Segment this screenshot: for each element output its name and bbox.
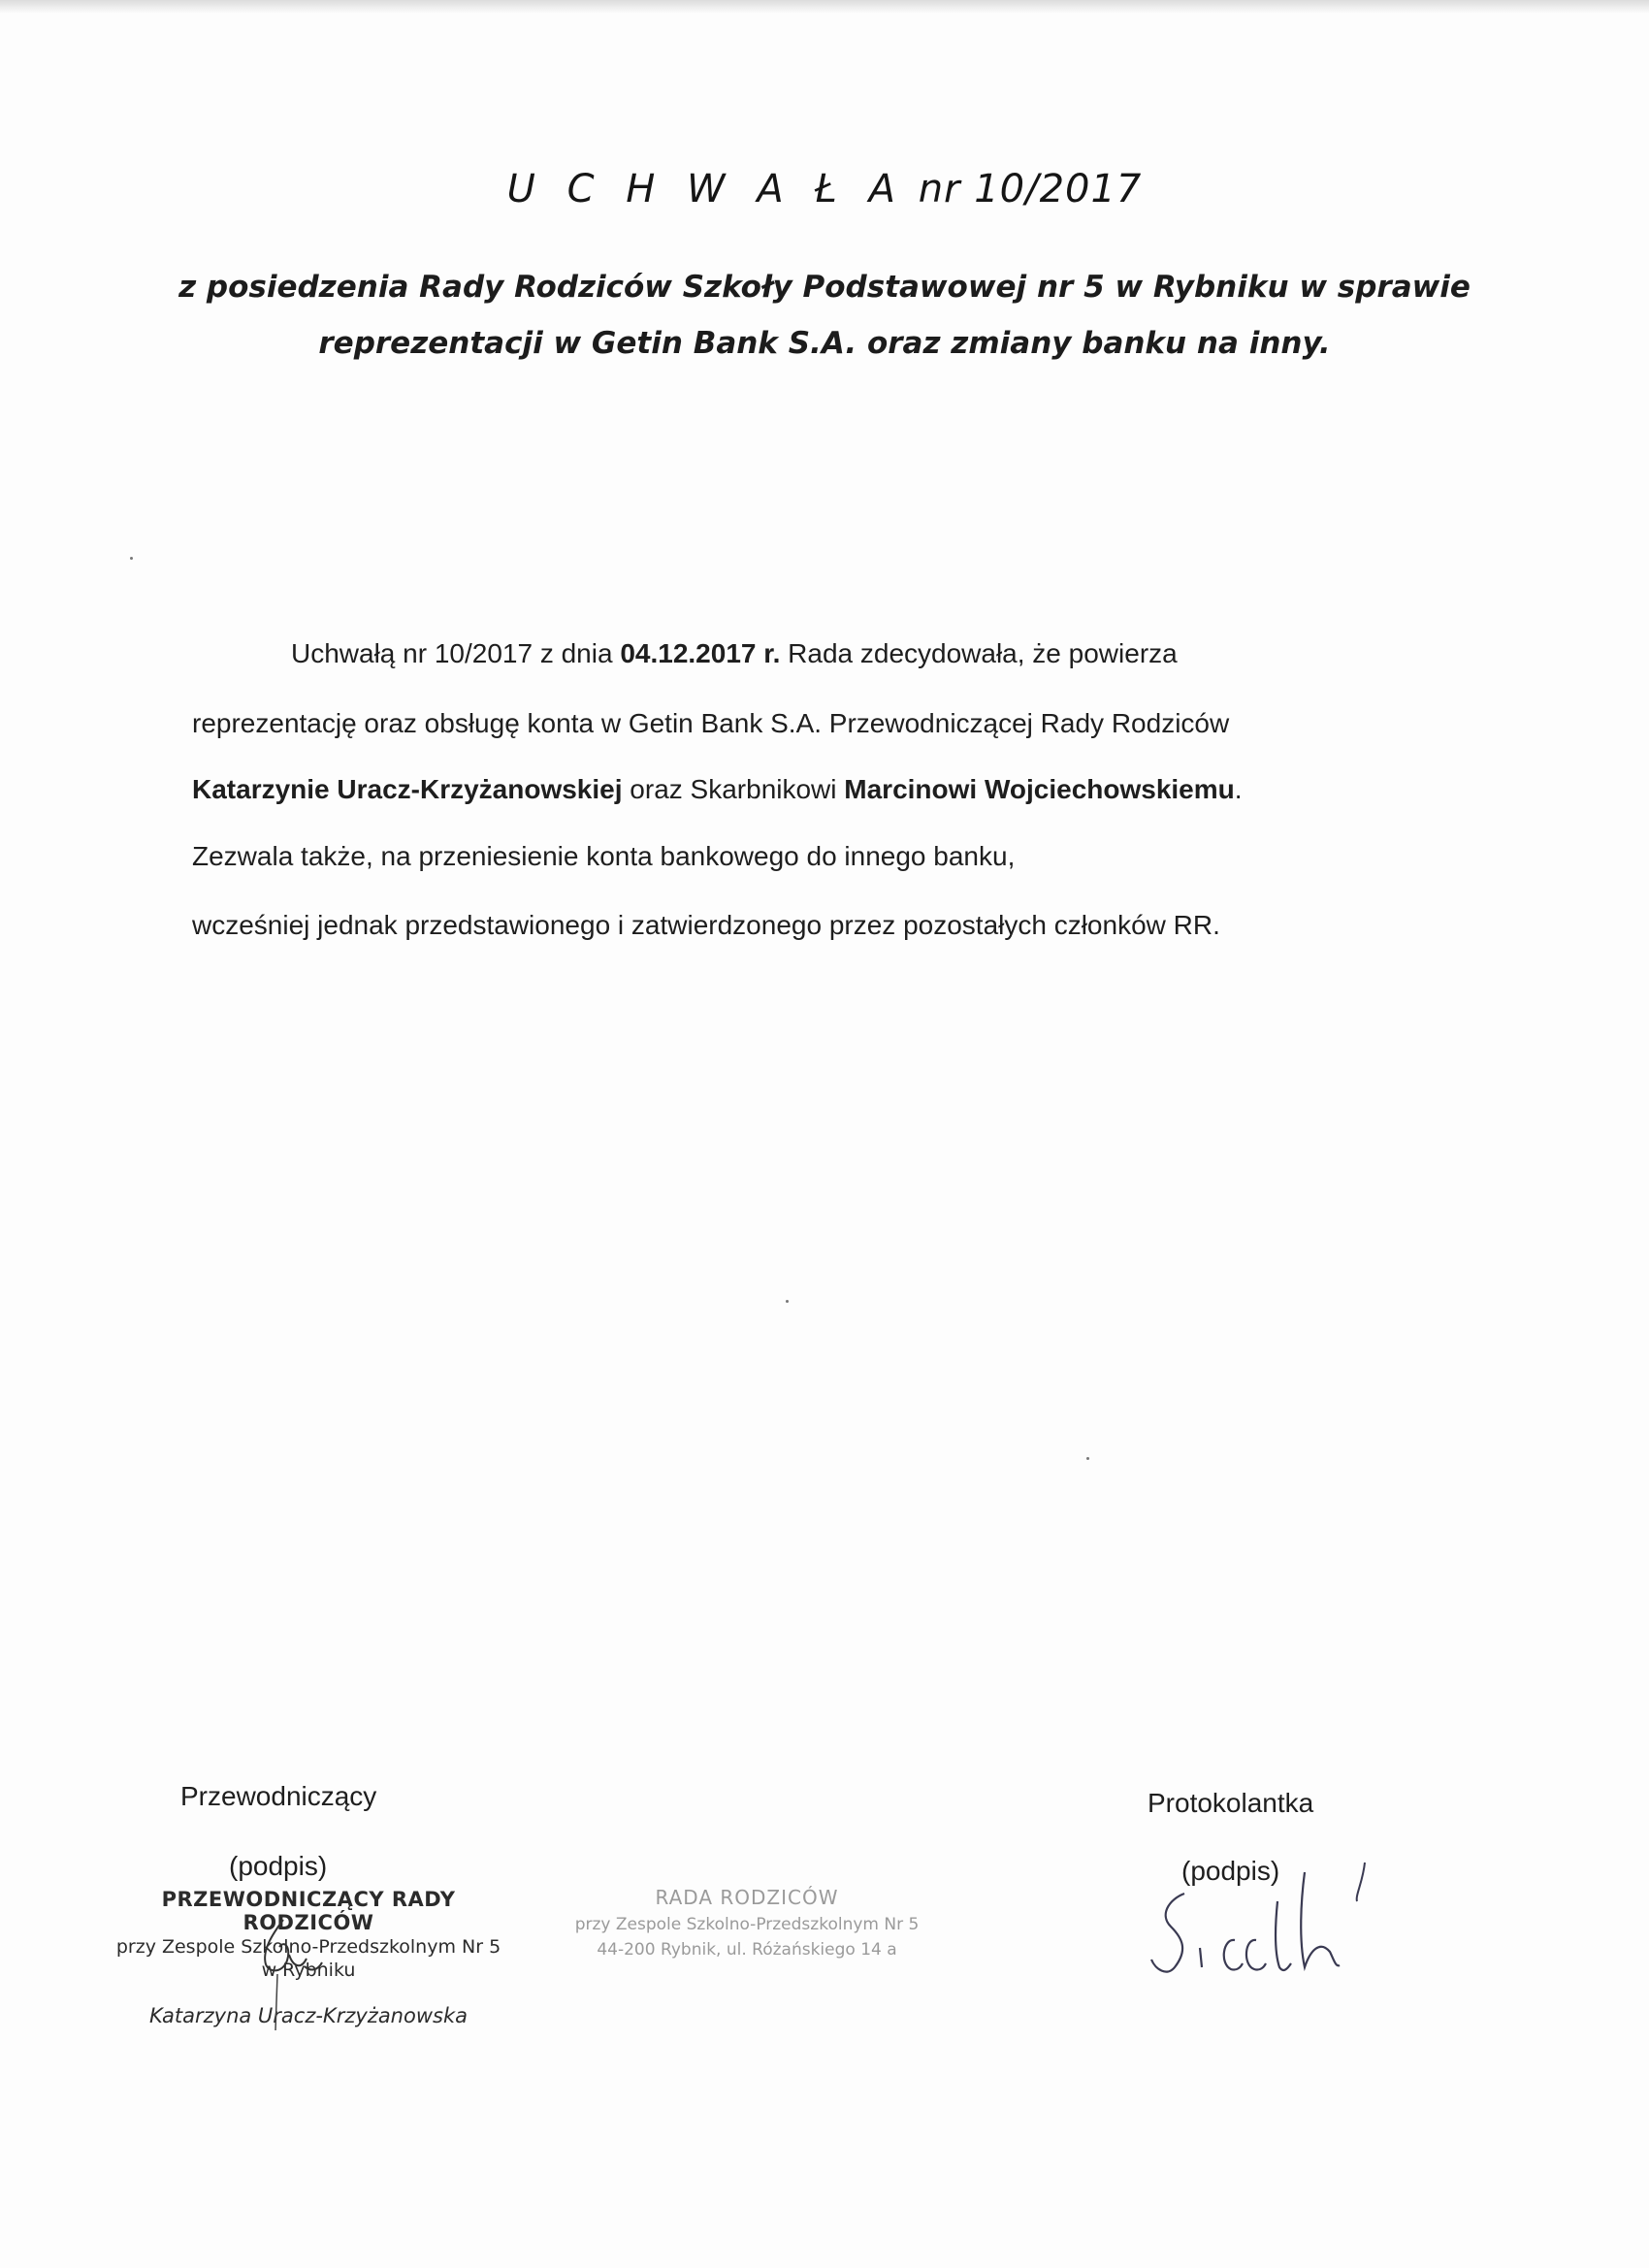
council-stamp-address: 44-200 Rybnik, ul. Różańskiego 14 a (597, 1940, 897, 1960)
recorder-signature-label: (podpis) (1181, 1856, 1280, 1886)
scan-edge-shade (0, 0, 1649, 14)
chair-role-label: Przewodniczący (180, 1781, 377, 1811)
body-line-3-end: . (1234, 774, 1243, 804)
council-stamp (543, 1886, 951, 1960)
title-prefix: U C H W A Ł A (506, 167, 905, 211)
body-line-1 (291, 638, 1178, 669)
chairperson-name: Katarzynie Uracz-Krzyżanowskiej (192, 774, 623, 804)
title-number: nr 10/2017 (918, 167, 1143, 211)
recorder-role-label: Protokolantka (1148, 1788, 1314, 1818)
council-stamp-title: RADA RODZICÓW (655, 1886, 839, 1909)
scan-speck (786, 1300, 789, 1303)
body-line-4: Zezwala także, na przeniesienie konta bankowego do innego banku, (192, 841, 1016, 871)
body-line-1-start: Uchwałą nr 10/2017 z dnia (291, 638, 621, 668)
body-line-1-end: Rada zdecydowała, że powierza (780, 638, 1178, 668)
subtitle-line-1: z posiedzenia Rady Rodziców Szkoły Podstawowej nr 5 w Rybniku w sprawie (178, 270, 1471, 305)
scan-speck (130, 557, 133, 560)
body-line-2: reprezentację oraz obsługę konta w Getin Bank S.A. Przewodniczącej Rady Rodziców (192, 708, 1230, 738)
body-line-3-mid: oraz Skarbnikowi (622, 774, 845, 804)
body-line-5: wcześniej jednak przedstawionego i zatwierdzonego przez pozostałych członków RR. (192, 910, 1220, 940)
recorder-handwritten-signature (1149, 1843, 1431, 1989)
subtitle-line-2: reprezentacji w Getin Bank S.A. oraz zmiany banku na inny. (318, 326, 1331, 361)
chair-stamp-school: przy Zespole Szkolno-Przedszkolnym Nr 5 (115, 1936, 501, 1958)
chair-handwritten-signature (233, 1916, 349, 2032)
chair-stamp-city: w Rybniku (261, 1960, 356, 1981)
treasurer-name: Marcinowi Wojciechowskiemu (844, 774, 1235, 804)
scan-speck (1086, 1457, 1089, 1460)
chair-stamp-name: Katarzyna Uracz-Krzyżanowska (148, 2004, 468, 2027)
body-line-3 (192, 774, 1243, 805)
council-stamp-school: przy Zespole Szkolno-Przedszkolnym Nr 5 (574, 1915, 920, 1934)
chair-stamp-title: PRZEWODNICZĄCY RADY RODZICÓW (161, 1888, 456, 1934)
document-title (0, 167, 1649, 211)
chair-signature-label: (podpis) (229, 1851, 328, 1881)
resolution-date: 04.12.2017 r. (620, 638, 781, 668)
